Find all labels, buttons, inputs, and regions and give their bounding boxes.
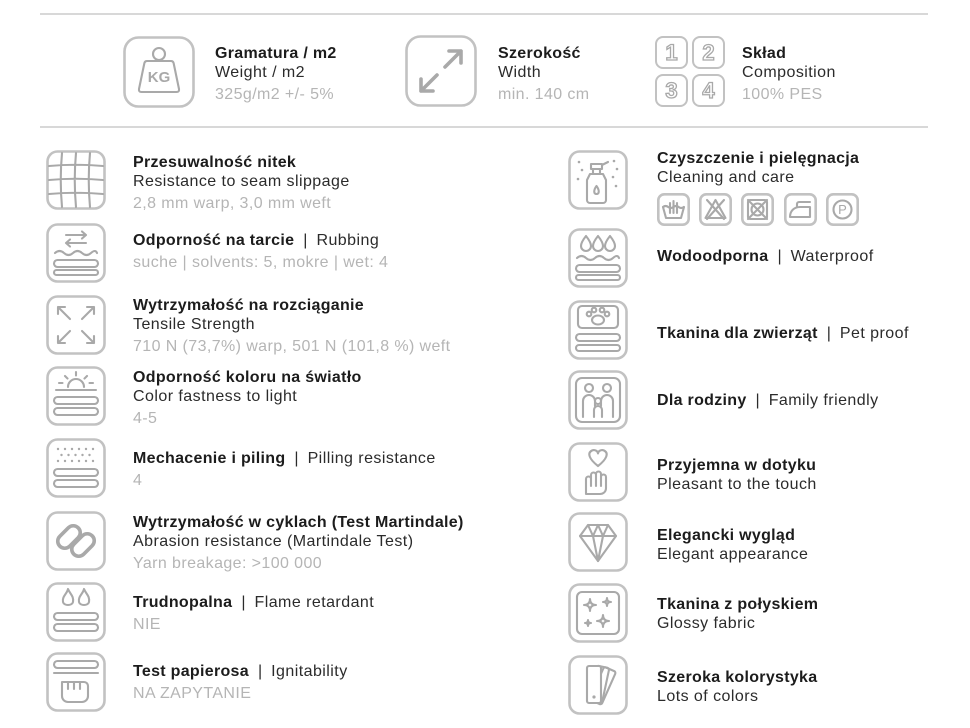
feature-subtitle: Abrasion resistance (Martindale Test)	[133, 533, 414, 550]
spray-bottle-icon	[568, 150, 628, 210]
spec-value: 100% PES	[742, 86, 823, 103]
feature-title: Wodoodporna	[657, 248, 769, 265]
spec-value: min. 140 cm	[498, 86, 590, 103]
no-tumble-dry-icon	[741, 193, 774, 226]
feature-value: 710 N (73,7%) warp, 501 N (101,8 %) weft	[133, 338, 451, 355]
feature-subtitle: Ignitability	[271, 663, 348, 680]
number-box-1	[655, 36, 688, 69]
feature-title: Wytrzymałość na rozciąganie	[133, 297, 364, 314]
feature-martindale	[133, 513, 464, 573]
feature-subtitle: Rubbing	[316, 232, 380, 249]
feature-title: Odporność koloru na światło	[133, 369, 362, 386]
spec-weight	[215, 44, 337, 104]
weight-kg-icon	[123, 36, 195, 108]
separator: |	[826, 325, 831, 342]
professional-cleaning-icon	[826, 193, 859, 226]
feature-value: suche | solvents: 5, mokre | wet: 4	[133, 254, 389, 271]
separator: |	[257, 663, 263, 680]
spec-width	[498, 44, 590, 104]
seam-grid-icon	[46, 150, 106, 210]
cigarette-icon	[46, 652, 106, 712]
feature-heading-line	[657, 247, 874, 266]
top-divider	[40, 13, 928, 15]
rubbing-icon	[46, 223, 106, 283]
feature-pilling	[133, 449, 436, 490]
feature-title: Elegancki wygląd	[657, 527, 796, 544]
feature-title: Trudnopalna	[133, 594, 233, 611]
spec-composition	[742, 44, 836, 104]
feature-subtitle: Pleasant to the touch	[657, 476, 817, 493]
pilling-dots-icon	[46, 438, 106, 498]
feature-family-friendly	[657, 391, 879, 410]
chain-links-icon	[46, 511, 106, 571]
number-label: 4	[702, 77, 715, 103]
sun-light-icon	[46, 366, 106, 426]
section-divider	[40, 126, 928, 128]
feature-heading-line	[133, 593, 374, 612]
feature-title: Szeroka kolorystyka	[657, 669, 818, 686]
feature-waterproof	[657, 247, 874, 266]
feature-value: NA ZAPYTANIE	[133, 685, 252, 702]
feature-heading-line	[657, 391, 879, 410]
spec-subtitle: Composition	[742, 64, 836, 81]
number-box-4	[692, 74, 725, 107]
feature-subtitle: Resistance to seam slippage	[133, 173, 350, 190]
composition-numbers-icon	[655, 36, 725, 107]
feature-subtitle: Lots of colors	[657, 688, 759, 705]
separator: |	[294, 450, 299, 467]
color-swatches-icon	[568, 655, 628, 715]
feature-title: Tkanina z połyskiem	[657, 596, 819, 613]
feature-rubbing	[133, 231, 388, 272]
feature-value: NIE	[133, 616, 161, 633]
paw-icon	[568, 300, 628, 360]
feature-pet-proof	[657, 324, 909, 343]
feature-subtitle: Cleaning and care	[657, 169, 795, 186]
feature-cleaning	[657, 149, 859, 187]
number-box-2	[692, 36, 725, 69]
feature-heading-line	[133, 231, 388, 250]
feature-colors	[657, 668, 817, 706]
spec-title: Szerokość	[498, 45, 581, 62]
spec-title: Gramatura / m2	[215, 45, 337, 62]
number-box-3	[655, 74, 688, 107]
feature-title: Tkanina dla zwierząt	[657, 325, 818, 342]
feature-title: Przyjemna w dotyku	[657, 457, 817, 474]
feature-subtitle: Elegant appearance	[657, 546, 809, 563]
care-icons-row	[657, 193, 859, 226]
feature-flame-retardant	[133, 593, 374, 634]
feature-subtitle: Family friendly	[768, 392, 879, 409]
feature-title: Wytrzymałość w cyklach (Test Martindale)	[133, 514, 464, 531]
spec-subtitle: Weight / m2	[215, 64, 306, 81]
feature-heading-line	[133, 662, 348, 681]
family-icon	[568, 370, 628, 430]
feature-subtitle: Glossy fabric	[657, 615, 756, 632]
width-arrows-icon	[405, 35, 477, 107]
feature-subtitle: Pet proof	[839, 325, 909, 342]
feature-pleasant-touch	[657, 456, 817, 494]
feature-color-fastness	[133, 368, 362, 428]
water-drops-icon	[568, 228, 628, 288]
separator: |	[241, 594, 246, 611]
feature-value: Yarn breakage: >100 000	[133, 555, 323, 572]
feature-ignitability	[133, 662, 348, 703]
feature-seam-slippage	[133, 153, 350, 213]
feature-title: Przesuwalność nitek	[133, 154, 297, 171]
separator: |	[303, 232, 308, 249]
number-label: 1	[665, 39, 678, 65]
feature-subtitle: Tensile Strength	[133, 316, 255, 333]
feature-title: Czyszczenie i pielęgnacja	[657, 150, 860, 167]
heart-hand-icon	[568, 442, 628, 502]
feature-value: 2,8 mm warp, 3,0 mm weft	[133, 195, 332, 212]
no-bleach-icon	[699, 193, 732, 226]
separator: |	[755, 392, 760, 409]
number-label: 3	[665, 77, 678, 103]
feature-elegant	[657, 526, 808, 564]
spec-value: 325g/m2 +/- 5%	[215, 86, 334, 103]
separator: |	[777, 248, 782, 265]
sparkles-icon	[568, 583, 628, 643]
feature-subtitle: Color fastness to light	[133, 388, 298, 405]
feature-subtitle: Pilling resistance	[307, 450, 436, 467]
feature-subtitle: Waterproof	[790, 248, 874, 265]
feature-title: Odporność na tarcie	[133, 232, 295, 249]
spec-title: Skład	[742, 45, 787, 62]
feature-heading-line	[133, 449, 436, 468]
feature-glossy	[657, 595, 818, 633]
weight-kg-label: KG	[147, 69, 171, 86]
feature-value: 4	[133, 472, 143, 489]
number-label: 2	[702, 39, 715, 65]
feature-title: Mechacenie i piling	[133, 450, 286, 467]
iron-icon	[784, 193, 817, 226]
feature-title: Dla rodziny	[657, 392, 747, 409]
feature-tensile-strength	[133, 296, 450, 356]
hand-wash-icon	[657, 193, 690, 226]
feature-value: 4-5	[133, 410, 158, 427]
care-p-label: P	[838, 202, 847, 217]
diamond-icon	[568, 512, 628, 572]
tensile-arrows-icon	[46, 295, 106, 355]
flame-icon	[46, 582, 106, 642]
feature-heading-line	[657, 324, 909, 343]
feature-subtitle: Flame retardant	[254, 594, 375, 611]
spec-subtitle: Width	[498, 64, 542, 81]
feature-title: Test papierosa	[133, 663, 249, 680]
